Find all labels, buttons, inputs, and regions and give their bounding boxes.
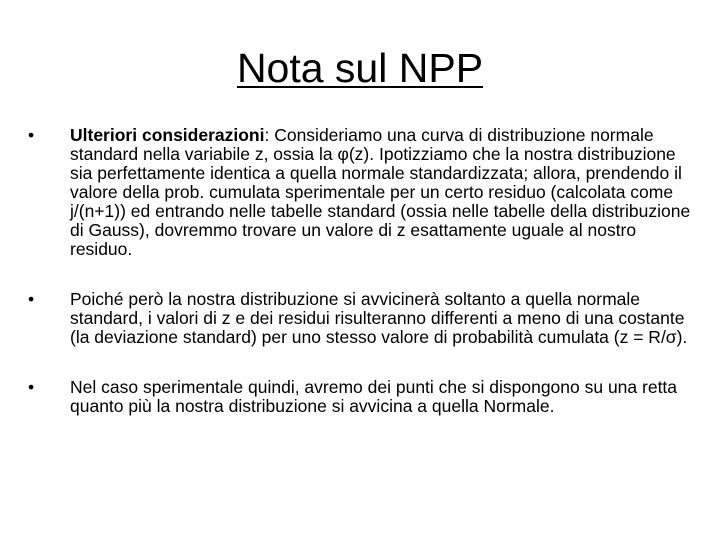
bullet-marker: • — [28, 377, 35, 397]
bullet-text: Nel caso sperimentale quindi, avremo dei punti che si dispongono su una retta quanto più la nostra distribuzione si avvicina a quella Normale. — [70, 377, 678, 416]
bullet-item-2 — [28, 290, 696, 347]
bullet-marker: • — [28, 125, 35, 145]
bullet-text: Poiché però la nostra distribuzione si avvicinerà soltanto a quella normale standard, i valori di z e dei residui risulteranno differenti a meno di una costante (la deviazione standard) per uno stesso valore di probabilità cumulata (z = R/σ). — [70, 289, 688, 347]
bullet-text: : Consideriamo una curva di distribuzione normale standard nella variabile z, ossia la φ(z). Ipotizziamo che la nostra distribuzione sia perfettamente identica a quella normale standardizzata; allora, prendendo il valore della prob. cumulata sperimentale per un certo residuo (calcolata come j/(n+1)) ed entrando nelle tabelle standard (ossia nelle tabelle della distribuzione di Gauss), dovremmo trovare un valore di z esattamente uguale al nostro residuo. — [70, 125, 691, 259]
bullet-item-1 — [28, 126, 696, 259]
bullet-marker: • — [28, 289, 35, 309]
bullet-item-3 — [28, 378, 696, 416]
bullet-lead: Ulteriori considerazioni — [70, 125, 265, 145]
slide-title: Nota sul NPP — [236, 45, 484, 91]
bullet-list — [28, 126, 696, 416]
